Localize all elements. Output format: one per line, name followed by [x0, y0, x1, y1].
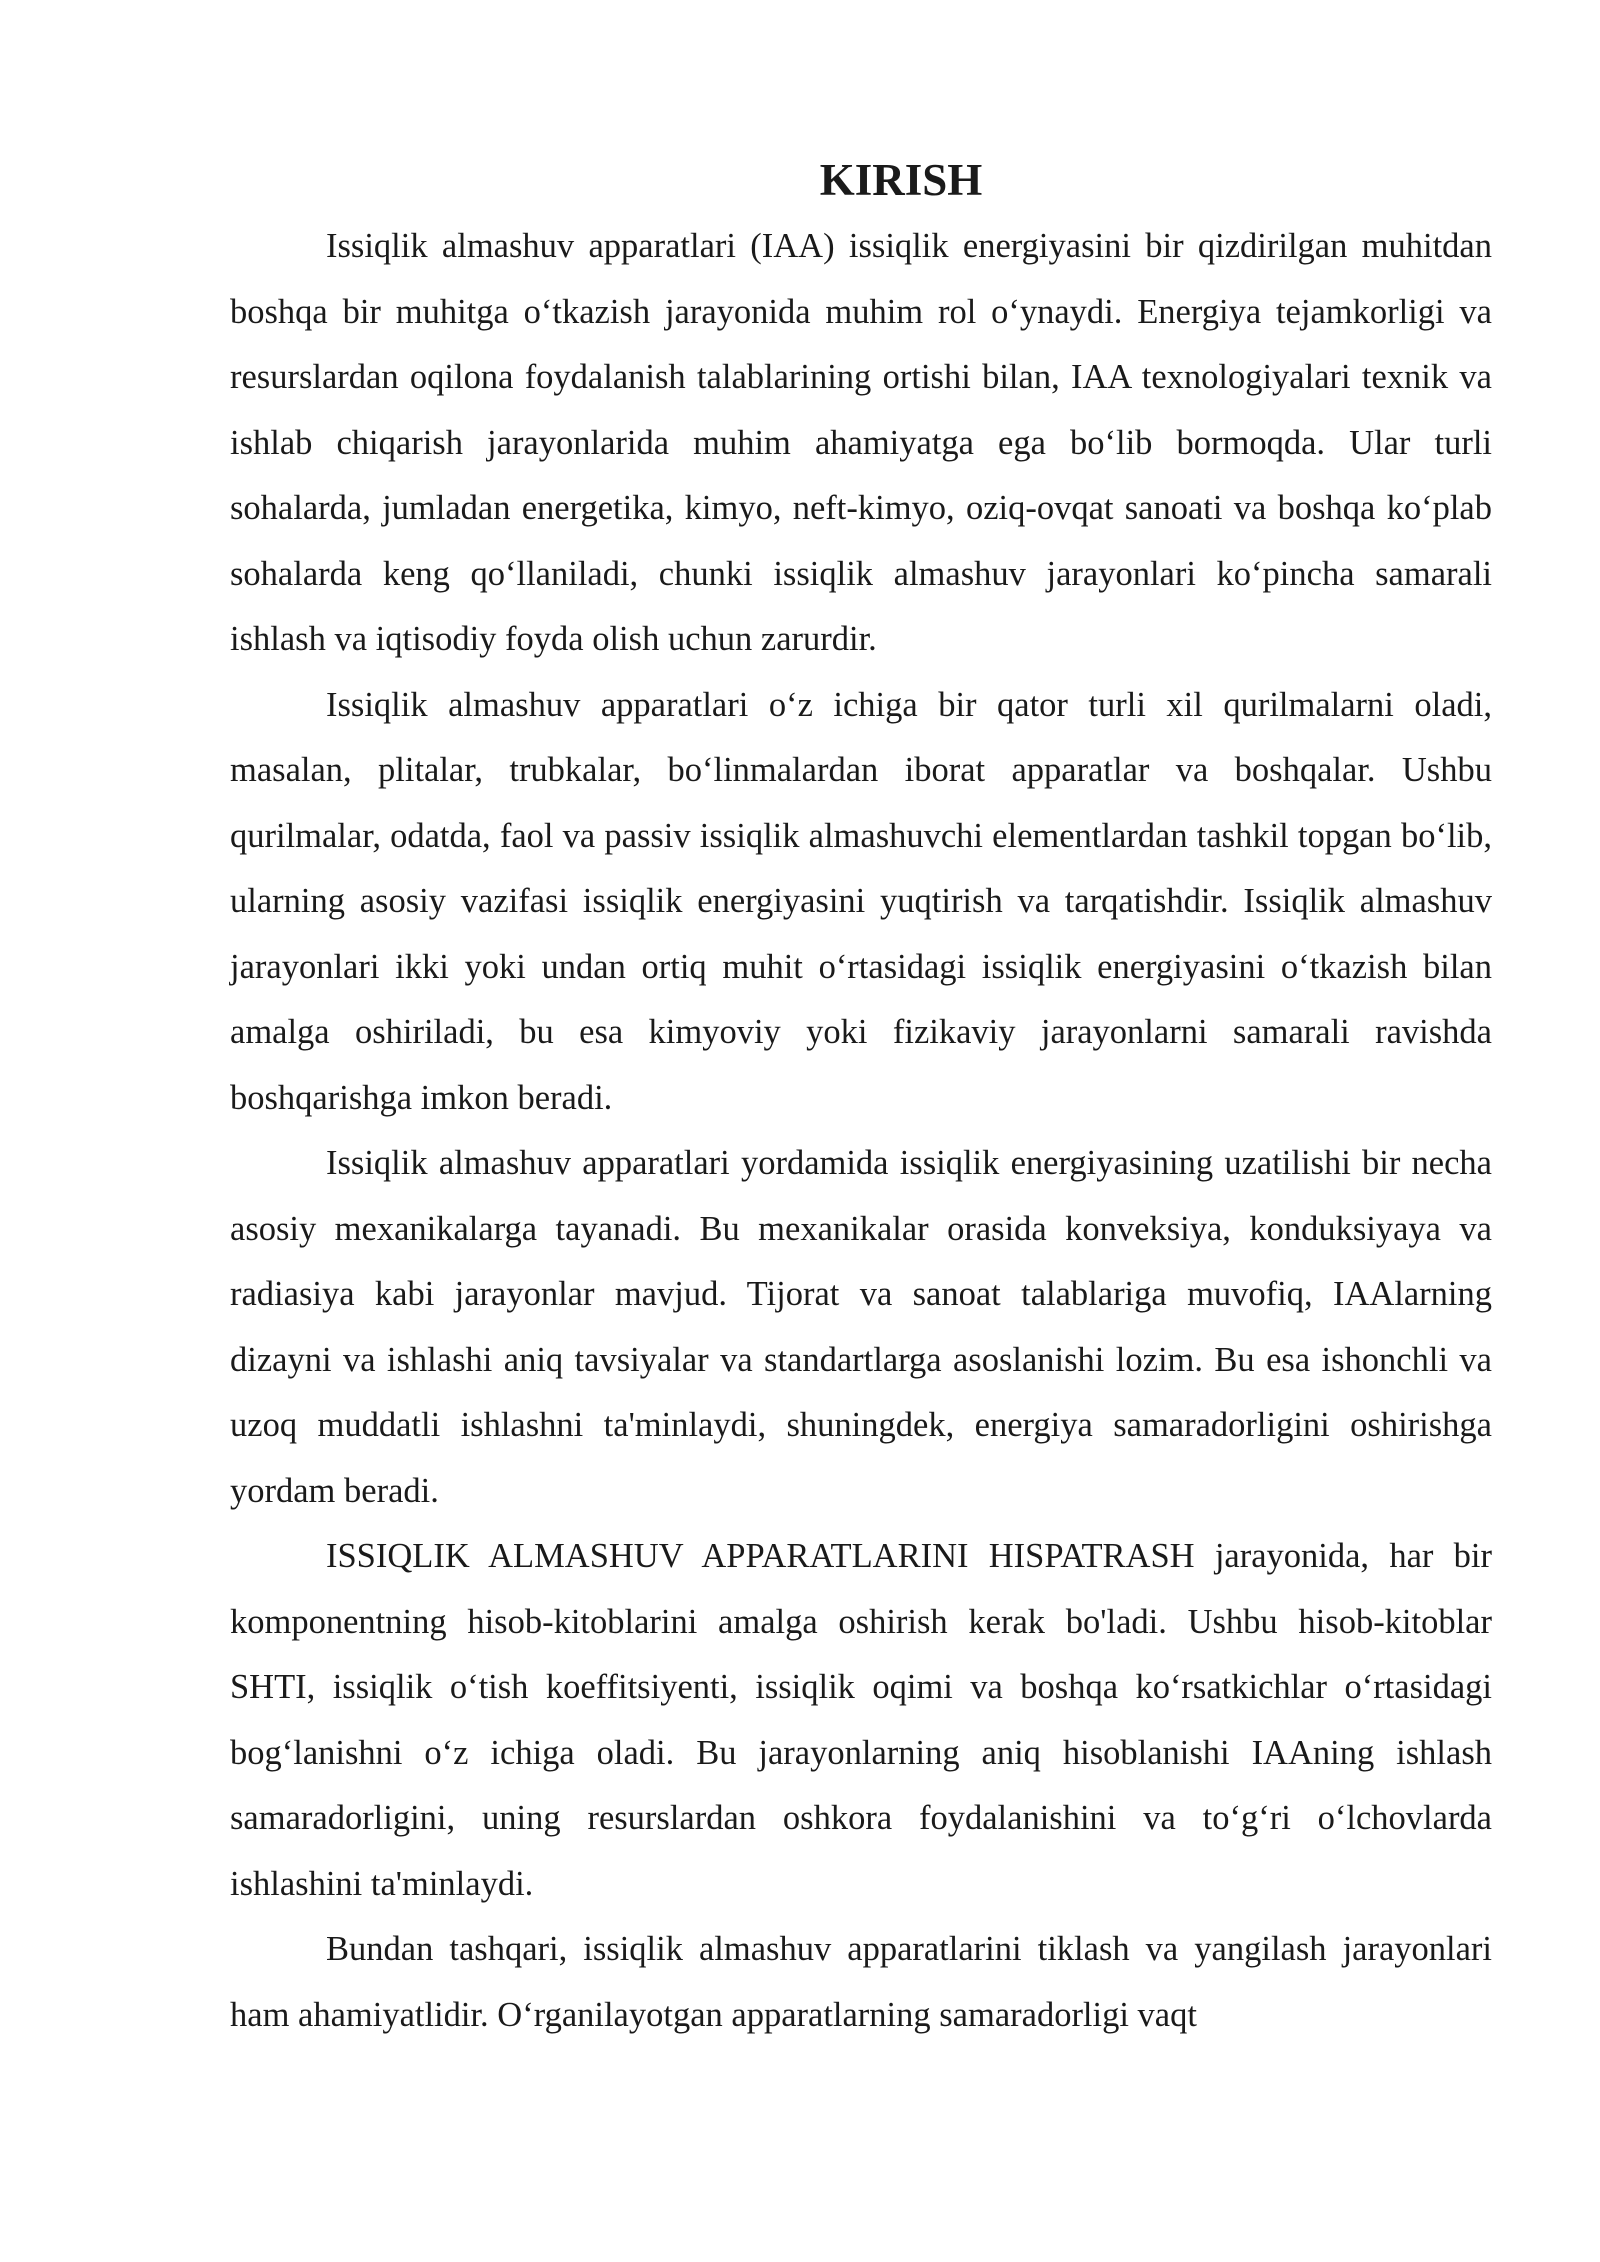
paragraph-2: Issiqlik almashuv apparatlari o‘z ichiga bir qator turli xil qurilmalarni oladi, masalan, plitalar, trubkalar, bo‘linmalardan iborat apparatlar va boshqalar. Ushbu qurilmalar, odatda, faol va passiv issiqlik almashuvchi elementlardan tashkil topgan bo‘lib, ularning asosiy vazifasi issiqlik energiyasini yuqtirish va tarqatishdir. Issiqlik almashuv jarayonlari ikki yoki undan ortiq muhit o‘rtasidagi issiqlik energiyasini o‘tkazish bilan amalga oshiriladi, bu esa kimyoviy yoki fizikaviy jarayonlarni samarali ravishda boshqarishga imkon beradi. — [230, 685, 1492, 1117]
page-title: KIRISH — [819, 155, 983, 205]
paragraph-4: ISSIQLIK ALMASHUV APPARATLARINI HISPATRASH jarayonida, har bir komponentning hisob-kitoblarini amalga oshirish kerak bo'ladi. Ushbu hisob-kitoblar SHTI, issiqlik o‘tish koeffitsiyenti, issiqlik oqimi va boshqa ko‘rsatkichlar o‘rtasidagi bog‘lanishni o‘z ichiga oladi. Bu jarayonlarning aniq hisoblanishi IAAning ishlash samaradorligini, uning resurslardan oshkora foydalanishini va to‘g‘ri o‘lchovlarda ishlashini ta'minlaydi. — [230, 1537, 1492, 1903]
document-body — [230, 152, 1492, 2048]
paragraph-3: Issiqlik almashuv apparatlari yordamida issiqlik energiyasining uzatilishi bir necha asosiy mexanikalarga tayanadi. Bu mexanikalar orasida konveksiya, konduksiyaya va radiasiya kabi jarayonlar mavjud. Tijorat va sanoat talablariga muvofiq, IAAlarning dizayni va ishlashi aniq tavsiyalar va standartlarga asoslanishi lozim. Bu esa ishonchli va uzoq muddatli ishlashni ta'minlaydi, shuningdek, energiya samaradorligini oshirishga yordam beradi. — [230, 1144, 1492, 1510]
paragraph-5: Bundan tashqari, issiqlik almashuv apparatlarini tiklash va yangilash jarayonlari ham ahamiyatlidir. O‘rganilayotgan apparatlarning samaradorligi vaqt — [230, 1930, 1492, 2034]
paragraph-1: Issiqlik almashuv apparatlari (IAA) issiqlik energiyasini bir qizdirilgan muhitdan boshqa bir muhitga o‘tkazish jarayonida muhim rol o‘ynaydi. Energiya tejamkorligi va resurslardan oqilona foydalanish talablarining ortishi bilan, IAA texnologiyalari texnik va ishlab chiqarish jarayonlarida muhim ahamiyatga ega bo‘lib bormoqda. Ular turli sohalarda, jumladan energetika, kimyo, neft-kimyo, oziq-ovqat sanoati va boshqa ko‘plab sohalarda keng qo‘llaniladi, chunki issiqlik almashuv jarayonlari ko‘pincha samarali ishlash va iqtisodiy foyda olish uchun zarurdir. — [230, 227, 1492, 658]
